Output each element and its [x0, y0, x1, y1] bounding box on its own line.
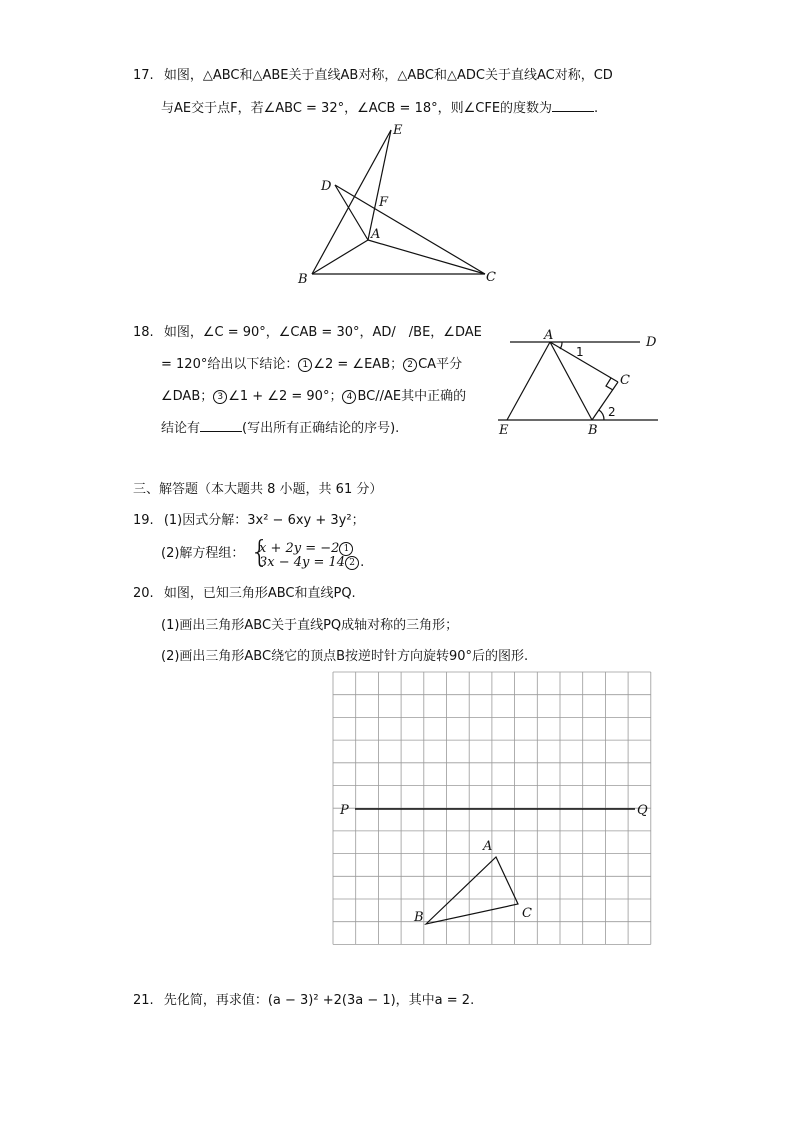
q17-label-D: D [321, 179, 332, 194]
q18-text-4b: (写出所有正确结论的序号). [242, 421, 400, 436]
q18-circle-2: 2 [403, 358, 417, 372]
q18-text-3b: ∠1 + ∠2 = 90°； [228, 389, 343, 404]
q19-eq2 [259, 555, 364, 570]
q18-line3 [161, 388, 466, 406]
q17-label-B: B [298, 272, 308, 287]
q18-angle2-arc [599, 410, 604, 420]
q17-seg-DA [335, 185, 368, 240]
q19-eq1 [259, 541, 354, 556]
q17-seg-BA [312, 240, 368, 274]
q17-line1 [133, 67, 613, 85]
q18-line2 [161, 356, 462, 374]
q17-label-A: A [371, 227, 381, 242]
q18-text-2b: ∠2 = ∠EAB； [313, 357, 404, 372]
q19-brace: { [250, 535, 270, 570]
q17-number: 17. [133, 68, 154, 83]
q20-part2: (2)画出三角形ABC绕它的顶点B按逆时针方向旋转90°后的图形. [161, 649, 529, 664]
q19-line1 [133, 512, 365, 530]
q20-label-C: C [522, 906, 532, 921]
q19-part1: (1)因式分解：3x² − 6xy + 3y²； [163, 513, 365, 528]
q18-seg-AE [507, 342, 550, 420]
q18-text-2a: = 120°给出以下结论： [161, 357, 299, 372]
q18-text-4a: 结论有 [161, 421, 201, 436]
q20-stem: 如图，已知三角形ABC和直线PQ. [163, 586, 356, 601]
q17-text-1: 如图，△ABC和△ABE关于直线AB对称，△ABC和△ADC关于直线AC对称，CD [163, 68, 613, 83]
q18-label-B: B [588, 423, 598, 438]
q18-number: 18. [133, 325, 154, 340]
q18-label-A: A [544, 328, 554, 343]
q19-part2-label: (2)解方程组： [161, 546, 245, 561]
q19-eq1-text: x + 2y = −2 [259, 541, 340, 556]
q18-line4 [161, 419, 399, 438]
q21-line1 [133, 992, 474, 1010]
q20-label-A: A [483, 839, 493, 854]
q17-text-2: 与AE交于点F，若∠ABC = 32°，∠ACB = 18°，则∠CFE的度数为 [161, 101, 553, 116]
q17-seg-AC [368, 240, 485, 274]
q18-text-2c: CA平分 [418, 357, 463, 372]
q17-label-C: C [486, 270, 496, 285]
q18-right-angle-mark [606, 378, 613, 390]
q20-label-B: B [414, 910, 424, 925]
q21-text: 先化简，再求值：(a − 3)² +2(3a − 1)，其中a = 2. [163, 993, 475, 1008]
q17-label-E: E [393, 123, 403, 138]
q17-label-F: F [379, 195, 389, 210]
q18-figure [490, 326, 665, 441]
q20-label-Q: Q [637, 803, 648, 818]
q17-period: . [594, 101, 599, 116]
q17-seg-DC [335, 185, 485, 274]
q20-grid-figure [320, 664, 670, 956]
q19-eq-period: . [360, 555, 365, 570]
q18-text-1: 如图，∠C = 90°，∠CAB = 30°，AD/ /BE，∠DAE [163, 325, 482, 340]
q19-eq2-mark: 2 [345, 556, 359, 570]
q21-number: 21. [133, 993, 154, 1008]
q20-number: 20. [133, 586, 154, 601]
q20-line1 [133, 585, 356, 603]
q17-seg-AE [368, 130, 391, 240]
q20-triangle-ABC [426, 857, 518, 924]
q18-circle-4: 4 [342, 390, 356, 404]
q18-text-3c: BC//AE其中正确的 [357, 389, 467, 404]
q18-label-C: C [620, 373, 630, 388]
section3-title: 三、解答题（本大题共 8 小题，共 61 分） [133, 482, 383, 497]
q19-eq1-mark: 1 [339, 542, 353, 556]
q17-answer-blank[interactable] [552, 99, 594, 112]
q17-figure [290, 118, 510, 293]
q18-label-E: E [499, 423, 509, 438]
q20-part1: (1)画出三角形ABC关于直线PQ成轴对称的三角形； [161, 618, 459, 633]
q20-label-P: P [340, 803, 349, 818]
q18-line1 [133, 324, 482, 342]
q17-line2 [161, 99, 598, 118]
q18-circle-3: 3 [213, 390, 227, 404]
q18-answer-blank[interactable] [200, 419, 242, 432]
q18-label-D: D [646, 335, 657, 350]
q19-number: 19. [133, 513, 154, 528]
q18-label-angle1: 1 [576, 345, 584, 359]
q18-label-angle2: 2 [608, 405, 616, 419]
q19-eq2-text: 3x − 4y = 14 [259, 555, 346, 570]
q18-text-3a: ∠DAB； [161, 389, 214, 404]
q18-circle-1: 1 [298, 358, 312, 372]
q18-angle1-arc [560, 342, 562, 349]
